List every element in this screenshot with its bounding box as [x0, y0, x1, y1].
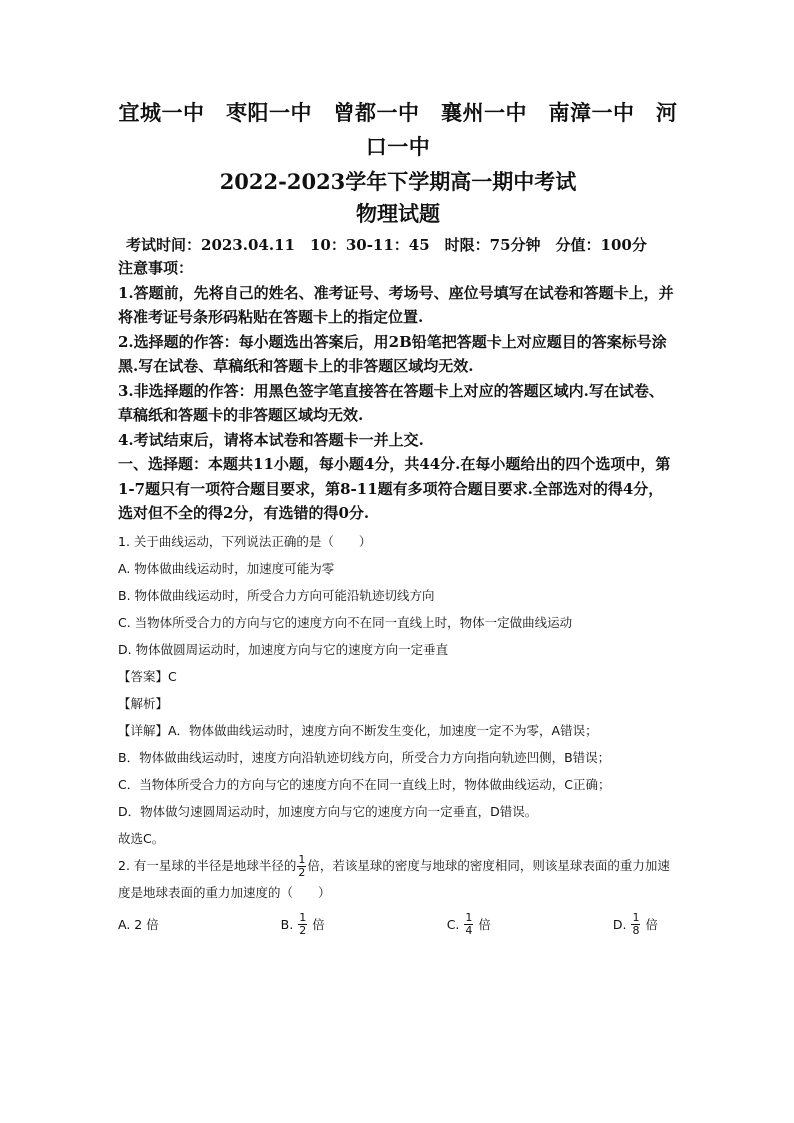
question-2 [118, 852, 678, 937]
detail-line: D．物体做匀速圆周运动时，加速度方向与它的速度方向一定垂直，D错误。 [118, 803, 538, 819]
exam-title: 2022-2023学年下学期高一期中考试 [219, 169, 577, 194]
fraction: $\frac{1}{8}$ [632, 910, 640, 937]
detail-line: B．物体做曲线运动时，速度方向沿轨迹切线方向，所受合力方向指向轨迹凹侧，B错误； [118, 749, 611, 765]
fraction: $\frac{1}{2}$ [299, 910, 307, 937]
stem-text-before: 2. 有一星球的半径是地球半径的 [118, 857, 297, 873]
choice-d: D. $\frac{1}{8}$ 倍 [612, 910, 658, 937]
detail-line: C．当物体所受合力的方向与它的速度方向不在同一直线上时，物体做曲线运动，C正确； [118, 776, 611, 792]
schools-line-2: 口一中 [365, 134, 431, 159]
detail-line: 【详解】A．物体做曲线运动时，速度方向不断发生变化，加速度一定不为零，A错误； [118, 722, 598, 738]
subject-title: 物理试题 [356, 201, 440, 226]
conclusion-line: 故选C。 [118, 830, 165, 846]
question-1-option-d: D. 物体做圆周运动时，加速度方向与它的速度方向一定垂直 [118, 641, 449, 657]
question-1 [118, 528, 678, 852]
document-content [118, 96, 678, 937]
question-1-option-a: A. 物体做曲线运动时，加速度可能为零 [118, 560, 335, 576]
stem-text-after: 倍，若该星球的密度与地球的密度相同，则该星球表面的重力加速度是地球表面的重力加速度的（ ） [118, 857, 670, 900]
choice-a: A. 2 倍 [118, 917, 159, 932]
notice-item: 1.答题前，先将自己的姓名、准考证号、考场号、座位号填写在试卷和答题卡上，并将准考证号条形码粘贴在答题卡上的指定位置. [118, 283, 674, 326]
schools-line-1: 宜城一中 枣阳一中 曾都一中 襄州一中 南漳一中 河 [118, 100, 678, 125]
fraction: $\frac{1}{4}$ [465, 910, 473, 937]
answer-label: 【答案】C [118, 668, 177, 684]
question-2-stem [118, 852, 678, 906]
analysis-label: 【解析】 [118, 695, 169, 711]
notice-item: 2.选择题的作答：每小题选出答案后，用2B铅笔把答题卡上对应题目的答案标号涂黑.写在试卷、草稿纸和答题卡上的非答题区域均无效. [118, 332, 667, 375]
choice-c: C. $\frac{1}{4}$ 倍 [446, 910, 491, 937]
question-2-choices [118, 912, 658, 937]
section-heading: 一、选择题：本题共11小题，每小题4分，共44分.在每小题给出的四个选项中，第1-7题只有一项符合题目要求，第8-11题有多项符合题目要求.全部选对的得4分，选对但不全的得2分，有选错的得0分. [118, 455, 671, 522]
choice-b: B. $\frac{1}{2}$ 倍 [280, 910, 325, 937]
question-1-option-b: B. 物体做曲线运动时，所受合力方向可能沿轨迹切线方向 [118, 587, 435, 603]
question-1-option-c: C. 当物体所受合力的方向与它的速度方向不在同一直线上时，物体一定做曲线运动 [118, 614, 573, 630]
notices-heading: 注意事项： [118, 259, 194, 277]
notice-item: 4.考试结束后，请将本试卷和答题卡一并上交. [118, 430, 424, 449]
exam-info: 考试时间：2023.04.11 10：30-11：45 时限：75分钟 分值：100分 [126, 236, 647, 254]
notices-block [118, 256, 678, 452]
fraction: $\frac{1}{2}$ [298, 852, 306, 879]
schools-title [118, 96, 678, 164]
notice-item: 3.非选择题的作答：用黑色签字笔直接答在答题卡上对应的答题区域内.写在试卷、草稿纸和答题卡的非答题区域均无效. [118, 381, 664, 424]
question-1-stem: 1. 关于曲线运动，下列说法正确的是（ ） [118, 533, 372, 549]
